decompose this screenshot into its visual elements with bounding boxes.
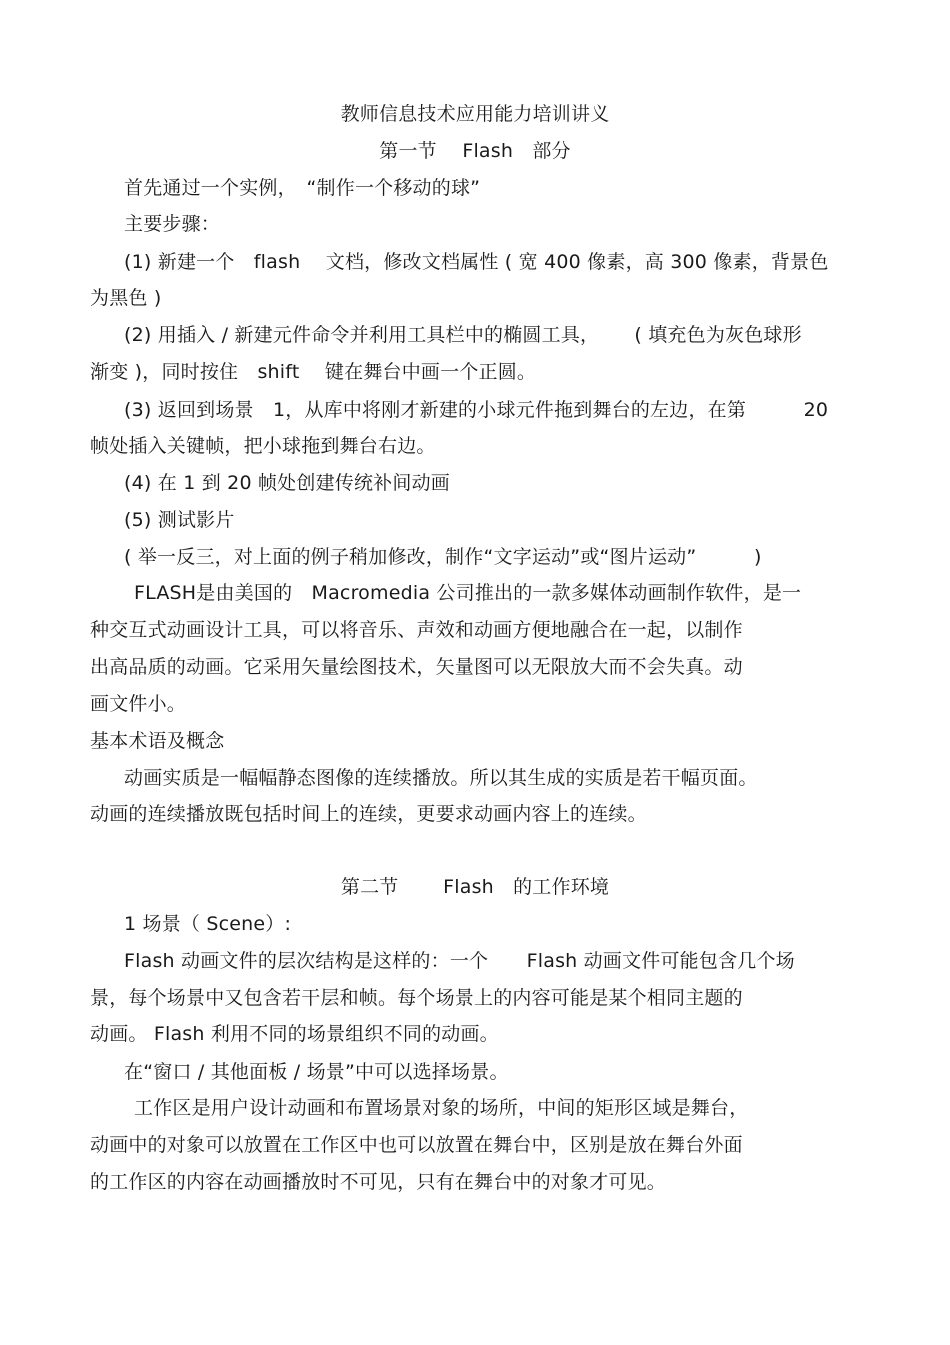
terms-line2: 动画的连续播放既包括时间上的连续，更要求动画内容上的连续。 (90, 803, 647, 825)
flash-desc-line4: 画文件小。 (90, 693, 187, 715)
work-area-line3: 的工作区的内容在动画播放时不可见，只有在舞台中的对象才可见。 (90, 1171, 667, 1193)
step2-line1: (2) 用插入 / 新建元件命令并利用工具栏中的椭圆工具， ( 填充色为灰色球形 (124, 324, 802, 346)
document-title: 教师信息技术应用能力培训讲义 (340, 103, 610, 125)
scene-line2: 景，每个场景中又包含若干层和帧。每个场景上的内容可能是某个相同主题的 (90, 987, 743, 1009)
step5: (5) 测试影片 (124, 509, 235, 531)
work-area-line1: 工作区是用户设计动画和布置场景对象的场所，中间的矩形区域是舞台， (134, 1097, 749, 1119)
step3-line1: (3) 返回到场景 1，从库中将刚才新建的小球元件拖到舞台的左边，在第 20 (124, 399, 829, 421)
step3-line2: 帧处插入关键帧，把小球拖到舞台右边。 (90, 435, 436, 457)
step1-line2: 为黑色 ) (90, 287, 162, 309)
terms-heading: 基本术语及概念 (90, 730, 225, 752)
scene-select-line: 在“窗口 / 其他面板 / 场景”中可以选择场景。 (124, 1061, 509, 1083)
section1-intro: 首先通过一个实例， “制作一个移动的球” (124, 177, 481, 199)
flash-desc-line2: 种交互式动画设计工具，可以将音乐、声效和动画方便地融合在一起，以制作 (90, 619, 743, 641)
flash-desc-line1: FLASH是由美国的 Macromedia 公司推出的一款多媒体动画制作软件，是一 (134, 582, 802, 604)
step2-line2: 渐变 )，同时按住 shift 键在舞台中画一个正圆。 (90, 361, 537, 383)
section2-heading: 第二节 Flash 的工作环境 (340, 876, 610, 898)
terms-line1: 动画实质是一幅幅静态图像的连续播放。所以其生成的实质是若干幅页面。 (124, 767, 758, 789)
work-area-line2: 动画中的对象可以放置在工作区中也可以放置在舞台中，区别是放在舞台外面 (90, 1134, 743, 1156)
step1-line1: (1) 新建一个 flash 文档，修改文档属性 ( 宽 400 像素，高 300 像素，背景色 (124, 251, 829, 273)
step4: (4) 在 1 到 20 帧处创建传统补间动画 (124, 472, 450, 494)
scene-line1: Flash 动画文件的层次结构是这样的：一个 Flash 动画文件可能包含几个场 (124, 950, 795, 972)
section1-heading: 第一节 Flash 部分 (379, 140, 571, 162)
flash-desc-line3: 出高品质的动画。它采用矢量绘图技术，矢量图可以无限放大而不会失真。动 (90, 656, 743, 678)
steps-label: 主要步骤： (124, 213, 221, 235)
scene-line3: 动画。 Flash 利用不同的场景组织不同的动画。 (90, 1023, 499, 1045)
extension-note: ( 举一反三，对上面的例子稍加修改，制作“文字运动”或“图片运动” ) (124, 546, 762, 568)
scene-label: 1 场景（ Scene）: (124, 913, 292, 935)
